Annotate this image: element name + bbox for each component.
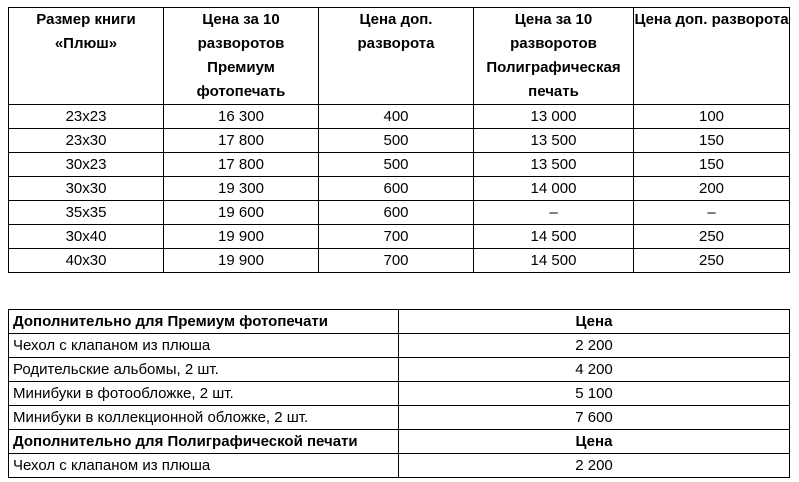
table-row [9, 382, 790, 406]
cell-book-size: 35х35 [9, 201, 164, 225]
header-polygraphic-price: Цена за 10 разворотов Полиграфическая печать [474, 8, 634, 105]
table-row [9, 105, 790, 129]
cell-polygraphic-extra-spread: 100 [634, 105, 790, 129]
extra-item-name: Минибуки в коллекционной обложке, 2 шт. [9, 406, 399, 430]
table-row [9, 249, 790, 273]
cell-premium-price: 19 600 [164, 201, 319, 225]
extra-item-price: 5 100 [399, 382, 790, 406]
book-size-price-table [8, 7, 790, 273]
table-header-row [9, 8, 790, 105]
header-polygraphic-extra-spread: Цена доп. разворота [634, 8, 790, 105]
extra-item-name: Чехол с клапаном из плюша [9, 454, 399, 478]
cell-polygraphic-extra-spread: 250 [634, 225, 790, 249]
extra-item-name: Чехол с клапаном из плюша [9, 334, 399, 358]
section-header-row [9, 310, 790, 334]
table-row [9, 334, 790, 358]
cell-polygraphic-price: 13 500 [474, 153, 634, 177]
section-title: Дополнительно для Полиграфической печати [9, 430, 399, 454]
header-book-size: Размер книги «Плюш» [9, 8, 164, 105]
price-column-header: Цена [399, 430, 790, 454]
cell-polygraphic-price: 14 500 [474, 249, 634, 273]
cell-premium-extra-spread: 600 [319, 201, 474, 225]
cell-premium-price: 17 800 [164, 129, 319, 153]
cell-polygraphic-extra-spread: – [634, 201, 790, 225]
cell-premium-price: 19 900 [164, 225, 319, 249]
cell-polygraphic-extra-spread: 200 [634, 177, 790, 201]
cell-premium-extra-spread: 500 [319, 129, 474, 153]
table-row [9, 225, 790, 249]
table-row [9, 358, 790, 382]
table-row [9, 153, 790, 177]
header-premium-price: Цена за 10 разворотов Премиум фотопечать [164, 8, 319, 105]
cell-book-size: 30х23 [9, 153, 164, 177]
cell-premium-price: 19 900 [164, 249, 319, 273]
cell-premium-extra-spread: 600 [319, 177, 474, 201]
extra-item-price: 4 200 [399, 358, 790, 382]
extra-item-name: Родительские альбомы, 2 шт. [9, 358, 399, 382]
header-premium-extra-spread: Цена доп. разворота [319, 8, 474, 105]
cell-polygraphic-price: 13 000 [474, 105, 634, 129]
cell-book-size: 30х40 [9, 225, 164, 249]
cell-premium-price: 16 300 [164, 105, 319, 129]
cell-book-size: 40х30 [9, 249, 164, 273]
cell-book-size: 23х30 [9, 129, 164, 153]
cell-premium-extra-spread: 700 [319, 249, 474, 273]
cell-polygraphic-extra-spread: 250 [634, 249, 790, 273]
cell-premium-price: 17 800 [164, 153, 319, 177]
section-header-row [9, 430, 790, 454]
cell-book-size: 23х23 [9, 105, 164, 129]
cell-premium-price: 19 300 [164, 177, 319, 201]
table-row [9, 201, 790, 225]
table-row [9, 406, 790, 430]
cell-polygraphic-extra-spread: 150 [634, 129, 790, 153]
cell-premium-extra-spread: 500 [319, 153, 474, 177]
cell-polygraphic-extra-spread: 150 [634, 153, 790, 177]
extra-item-price: 2 200 [399, 454, 790, 478]
cell-polygraphic-price: 14 000 [474, 177, 634, 201]
table-row [9, 129, 790, 153]
section-title: Дополнительно для Премиум фотопечати [9, 310, 399, 334]
extra-item-price: 2 200 [399, 334, 790, 358]
cell-premium-extra-spread: 700 [319, 225, 474, 249]
extra-item-price: 7 600 [399, 406, 790, 430]
cell-polygraphic-price: – [474, 201, 634, 225]
price-column-header: Цена [399, 310, 790, 334]
table-row [9, 177, 790, 201]
table-row [9, 454, 790, 478]
cell-book-size: 30х30 [9, 177, 164, 201]
cell-polygraphic-price: 13 500 [474, 129, 634, 153]
extras-price-table [8, 309, 790, 478]
extra-item-name: Минибуки в фотообложке, 2 шт. [9, 382, 399, 406]
cell-premium-extra-spread: 400 [319, 105, 474, 129]
cell-polygraphic-price: 14 500 [474, 225, 634, 249]
